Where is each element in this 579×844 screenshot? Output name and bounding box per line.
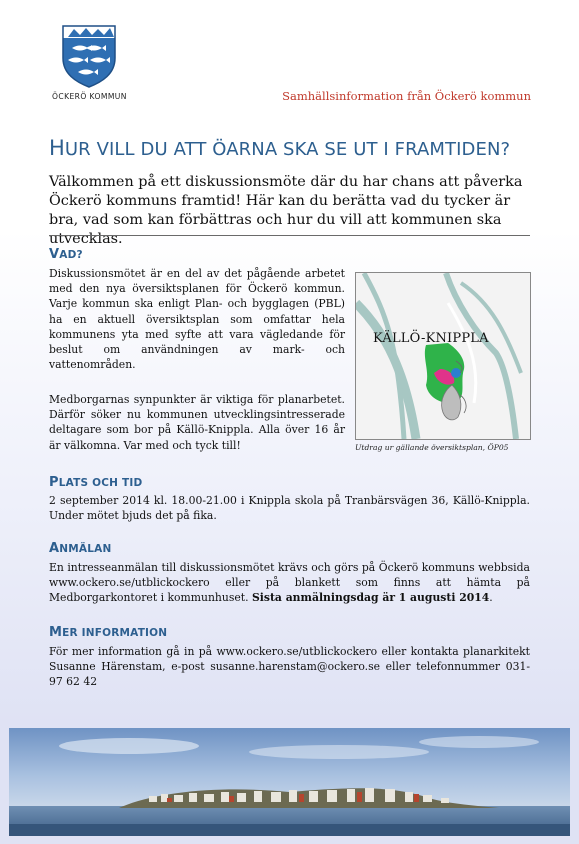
- divider: [49, 235, 530, 236]
- page-title: [49, 136, 510, 160]
- municipality-logo: [52, 24, 132, 88]
- vad-paragraph-2: Medborgarnas synpunkter är viktiga för planarbetet. Därför söker nu kommunen utvecklingsintresserade deltagare som bor på Källö-Knippla. Alla över 16 år är välkomna. Var med och tyck till!: [49, 393, 345, 452]
- mer-paragraph: För mer information gå in på www.ockero.se/utblickockero eller kontakta planarkitekt Susanne Härenstam, e-post susanne.harenstam@ockero.se eller telefonnummer 031-97 62 42: [49, 645, 530, 689]
- heading-mer: MER INFORMATION: [49, 625, 168, 640]
- map-caption: Utdrag ur gällande översiktsplan, ÖP05: [355, 443, 509, 452]
- org-name: ÖCKERÖ KOMMUN: [52, 92, 127, 101]
- map-graphic: [356, 273, 530, 439]
- header-tagline: Samhällsinformation från Öckerö kommun: [282, 89, 531, 103]
- intro-paragraph: Välkommen på ett diskussionsmöte där du har chans att påverka Öckerö kommuns framtid! Här kan du berätta vad du tycker är bra, vad som kan förbättras och hur du vill att kommunen ska utvecklas.: [49, 174, 523, 247]
- title-initial: H: [49, 136, 65, 160]
- anmalan-paragraph: En intresseanmälan till diskussionsmötet krävs och görs på Öckerö kommuns webbsida www.ockero.se/utblickockero eller på blankett som finns att hämta på Medborgarkontoret i kommunhuset. Sista anmälningsdag är 1 augusti 2014.: [49, 561, 530, 605]
- overview-plan-map: [355, 272, 531, 440]
- map-label: KÄLLÖ-KNIPPLA: [373, 331, 489, 346]
- island-village-icon: [9, 728, 570, 836]
- plats-paragraph: 2 september 2014 kl. 18.00-21.00 i Knippla skola på Tranbärsvägen 36, Källö-Knippla. Under mötet bjuds det på fika.: [49, 494, 530, 523]
- coat-of-arms-icon: [60, 24, 118, 88]
- deadline-text: Sista anmälningsdag är 1 augusti 2014: [251, 591, 490, 605]
- island-photo: [9, 728, 570, 836]
- heading-anmalan: ANMÄLAN: [49, 541, 112, 556]
- heading-plats: PLATS OCH TID: [49, 475, 143, 490]
- heading-vad: VAD?: [49, 247, 83, 262]
- title-rest: UR VILL DU ATT ÖARNA SKA SE UT I FRAMTIDEN?: [64, 139, 511, 160]
- vad-paragraph-1: Diskussionsmötet är en del av det pågående arbetet med den nya översiktsplanen för Öckerö kommun. Varje kommun ska enligt Plan- och bygglagen (PBL) ha en aktuell översiktsplan som omfattar hela kommunens yta med syfte att vara vägledande för beslut om användningen av mark- och vattenområden.: [49, 267, 345, 372]
